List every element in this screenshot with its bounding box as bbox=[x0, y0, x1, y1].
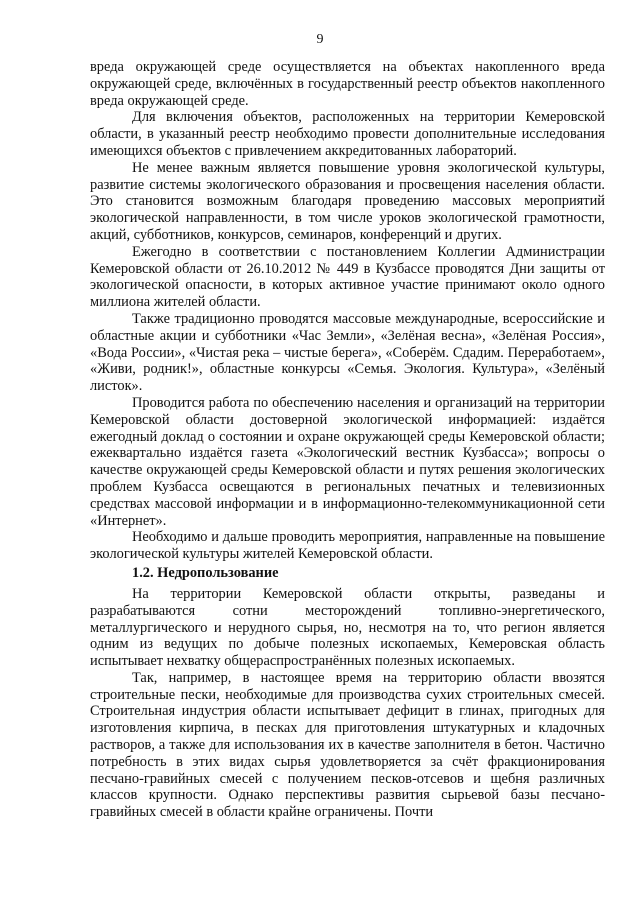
paragraph-4: Ежегодно в соответствии с постановлением Коллегии Администрации Кемеровской области от 26.10.2012 № 449 в Кузбассе проводятся Дни защиты от экологической опасности, в которых активное участие принимают около одного миллиона жителей области. bbox=[90, 243, 605, 311]
paragraph-9: Так, например, в настоящее время на территорию области ввозятся строительные пески, необходимые для производства сухих строительных смесей. Строительная индустрия области испытывает дефицит в глинах, пригодных для изготовления кирпича, в песках для приготовления штукатурных и кладочных растворов, а также для использования их в качестве заполнителя в бетон. Частично потребность в этих видах сырья удовлетворяется за счёт фракционирования песчано-гравийных смесей с получением песков-отсевов и щебня различных классов крупности. Однако перспективы развития сырьевой базы песчано-гравийных смесей в области крайне ограничены. Почти bbox=[90, 669, 605, 821]
paragraph-5: Также традиционно проводятся массовые международные, всероссийские и областные акции и субботники «Час Земли», «Зелёная весна», «Зелёная Россия», «Вода России», «Чистая река – чистые берега», «Соберём. Сдадим. Переработаем», «Живи, родник!», областные конкурсы «Семья. Экология. Культура», «Зелёный листок». bbox=[90, 310, 605, 395]
paragraph-8: На территории Кемеровской области открыты, разведаны и разрабатываются сотни месторождений топливно-энергетического, металлургического и нерудного сырья, но, несмотря на то, что регион является одним из ведущих по добыче полезных ископаемых, Кемеровская область испытывает нехватку общераспространённых полезных ископаемых. bbox=[90, 585, 605, 670]
page-body bbox=[90, 59, 605, 821]
paragraph-2: Для включения объектов, расположенных на территории Кемеровской области, в указанный реестр необходимо провести дополнительные исследования имеющихся объектов с привлечением аккредитованных лабораторий. bbox=[90, 109, 605, 159]
paragraph-7: Необходимо и дальше проводить мероприятия, направленные на повышение экологической культуры жителей Кемеровской области. bbox=[90, 529, 605, 563]
paragraph-1: вреда окружающей среде осуществляется на объектах накопленного вреда окружающей среде, включённых в государственный реестр объектов накопленного вреда окружающей среде. bbox=[90, 59, 605, 109]
paragraph-6: Проводится работа по обеспечению населения и организаций на территории Кемеровской области достоверной экологической информацией: издаётся ежегодный доклад о состоянии и охране окружающей среды Кемеровской области; ежеквартально издаётся газета «Экологический вестник Кузбасса»; вопросы о качестве окружающей среды Кемеровской области и путях решения экологических проблем Кузбасса освещаются в региональных печатных и телевизионных средствах массовой информации и в информационно-телекоммуникационной сети «Интернет». bbox=[90, 394, 605, 529]
page-number: 9 bbox=[316, 32, 324, 47]
section-heading: 1.2. Недропользование bbox=[132, 564, 279, 581]
paragraph-3: Не менее важным является повышение уровня экологической культуры, развитие системы экологического образования и просвещения населения области. Это становится возможным благодаря проведению массовых мероприятий экологической направленности, в том числе уроков экологической грамотности, акций, субботников, конкурсов, семинаров, конференций и других. bbox=[90, 159, 605, 243]
